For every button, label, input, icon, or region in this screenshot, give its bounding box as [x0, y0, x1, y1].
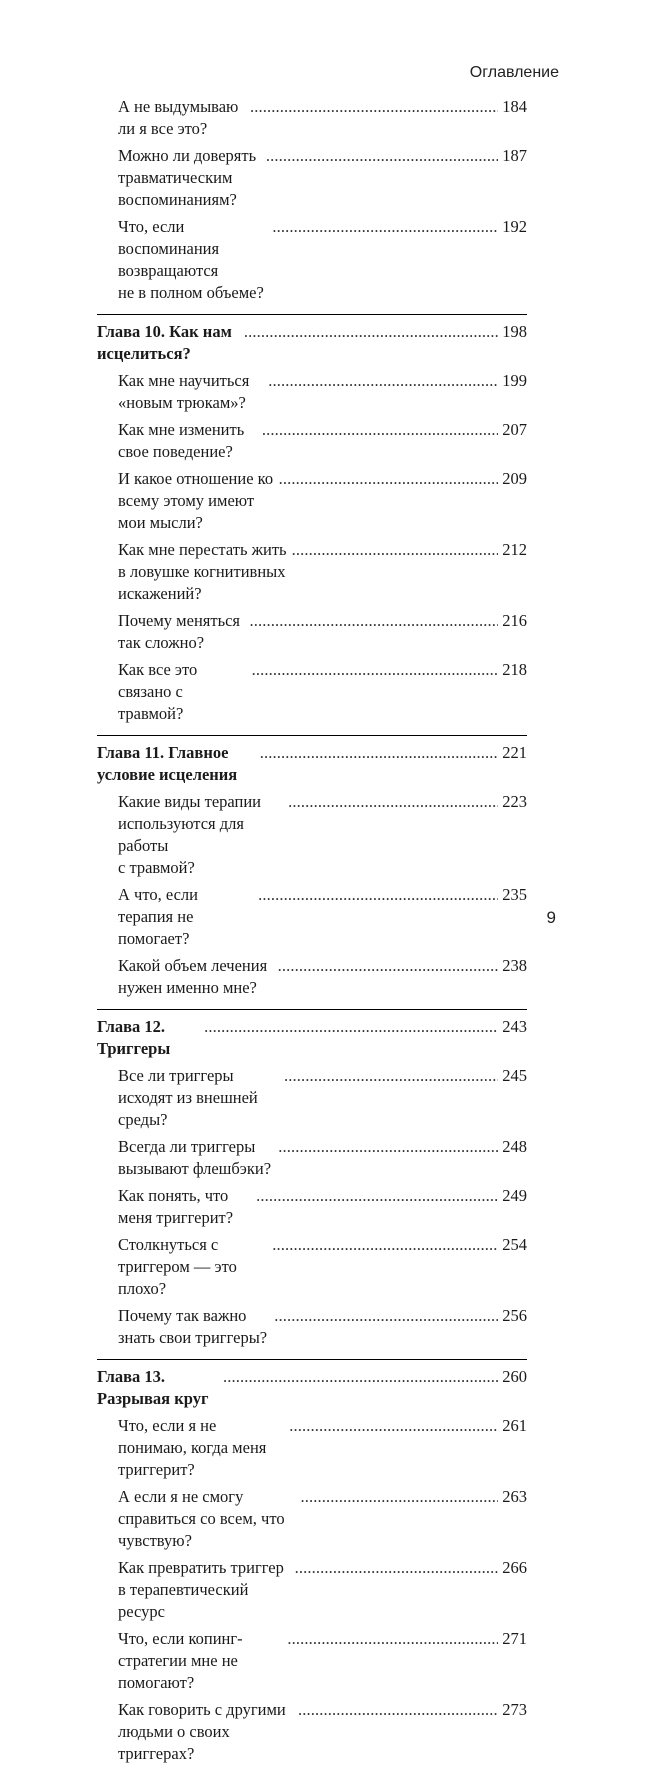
toc-entry-title: Всегда ли триггеры вызывают флешбэки?: [118, 1137, 272, 1178]
toc-entry[interactable]: [97, 1185, 527, 1229]
dot-leader: [301, 1486, 499, 1508]
toc-entry[interactable]: [97, 539, 527, 605]
toc-entry-page: 261: [502, 1416, 527, 1435]
toc-entry[interactable]: [97, 955, 527, 999]
dot-leader: [289, 1415, 498, 1437]
toc-entry-title: Как говорить с другими людьми о своих триггерах?: [118, 1700, 286, 1763]
toc-entry-page: 254: [502, 1235, 527, 1254]
page-number: 9: [546, 908, 556, 927]
dot-leader: [272, 216, 498, 238]
toc-entry-page: 192: [502, 217, 527, 236]
toc-entry-page: 263: [502, 1487, 527, 1506]
toc-entry-page: 209: [502, 469, 527, 488]
toc-entry-page: 184: [502, 97, 527, 116]
toc-entry-title: Почему меняться так сложно?: [118, 611, 241, 652]
dot-leader: [204, 1016, 498, 1038]
toc-entry[interactable]: [97, 1699, 527, 1765]
toc-entry-title: Столкнуться с триггером — это плохо?: [118, 1235, 237, 1298]
dot-leader: [295, 1557, 499, 1579]
table-of-contents: [97, 96, 527, 1770]
toc-entry-page: 198: [502, 322, 527, 341]
dot-leader: [260, 742, 499, 764]
chapter-divider: [97, 314, 527, 315]
toc-entry-title: Глава 13. Разрывая круг: [97, 1367, 209, 1408]
dot-leader: [223, 1366, 498, 1388]
toc-entry-page: 260: [502, 1367, 527, 1386]
toc-entry[interactable]: [97, 145, 527, 211]
toc-entry-page: 266: [502, 1558, 527, 1577]
toc-entry-title: Почему так важно знать свои триггеры?: [118, 1306, 268, 1347]
toc-entry[interactable]: [97, 1415, 527, 1481]
toc-entry-page: 199: [502, 371, 527, 390]
toc-entry-page: 249: [502, 1186, 527, 1205]
toc-entry[interactable]: [97, 1234, 527, 1300]
dot-leader: [292, 539, 499, 561]
toc-entry[interactable]: [97, 1065, 527, 1131]
toc-entry-title: Можно ли доверять травматическим воспоминаниям?: [118, 146, 257, 209]
toc-entry[interactable]: [97, 659, 527, 725]
dot-leader: [256, 1185, 498, 1207]
toc-entry-page: 212: [502, 540, 527, 559]
dot-leader: [252, 659, 499, 681]
chapter-divider: [97, 735, 527, 736]
toc-entry-title: Что, если воспоминания возвращаются не в полном объеме?: [118, 217, 264, 302]
toc-entry-page: 216: [502, 611, 527, 630]
chapter-divider: [97, 1009, 527, 1010]
chapter-divider: [97, 1359, 527, 1360]
toc-entry-title: Что, если я не понимаю, когда меня триггерит?: [118, 1416, 267, 1479]
toc-entry-page: 235: [502, 885, 527, 904]
toc-entry-page: 221: [502, 743, 527, 762]
toc-entry[interactable]: [97, 96, 527, 140]
toc-entry-title: Как мне перестать жить в ловушке когнитивных искажений?: [118, 540, 287, 603]
toc-entry[interactable]: [97, 370, 527, 414]
toc-entry-title: Глава 10. Как нам исцелиться?: [97, 322, 232, 363]
dot-leader: [287, 1628, 498, 1650]
toc-entry-title: И какое отношение ко всему этому имеют мои мысли?: [118, 469, 274, 532]
toc-entry-title: Какой объем лечения нужен именно мне?: [118, 956, 268, 997]
dot-leader: [284, 1065, 498, 1087]
toc-chapter-entry[interactable]: [97, 1016, 527, 1060]
toc-entry-title: Что, если копинг-стратегии мне не помогают?: [118, 1629, 243, 1692]
toc-entry-page: 207: [502, 420, 527, 439]
toc-entry-page: 271: [502, 1629, 527, 1648]
toc-entry-page: 243: [502, 1017, 527, 1036]
toc-entry[interactable]: [97, 884, 527, 950]
toc-entry[interactable]: [97, 1486, 527, 1552]
dot-leader: [262, 419, 498, 441]
dot-leader: [288, 791, 498, 813]
toc-entry-title: Как превратить триггер в терапевтический ресурс: [118, 1558, 284, 1621]
toc-entry-title: А не выдумываю ли я все это?: [118, 97, 239, 138]
toc-entry-page: 218: [502, 660, 527, 679]
toc-entry[interactable]: [97, 1628, 527, 1694]
toc-entry-page: 245: [502, 1066, 527, 1085]
toc-entry-title: Все ли триггеры исходят из внешней среды?: [118, 1066, 258, 1129]
dot-leader: [249, 610, 498, 632]
toc-chapter-entry[interactable]: [97, 1366, 527, 1410]
running-header: Оглавление: [469, 64, 559, 81]
toc-entry[interactable]: [97, 468, 527, 534]
toc-entry-page: 238: [502, 956, 527, 975]
toc-entry-page: 187: [502, 146, 527, 165]
dot-leader: [258, 884, 498, 906]
dot-leader: [272, 1234, 498, 1256]
toc-entry-title: Глава 11. Главное условие исцеления: [97, 743, 238, 784]
toc-entry-title: Как все это связано с травмой?: [118, 660, 198, 723]
dot-leader: [274, 1305, 498, 1327]
toc-entry-title: Как мне изменить свое поведение?: [118, 420, 245, 461]
toc-entry-title: Как понять, что меня триггерит?: [118, 1186, 234, 1227]
toc-entry-title: А если я не смогу справиться со всем, что чувствую?: [118, 1487, 285, 1550]
toc-entry-page: 273: [502, 1700, 527, 1719]
dot-leader: [278, 955, 499, 977]
toc-entry[interactable]: [97, 419, 527, 463]
dot-leader: [266, 145, 498, 167]
dot-leader: [244, 321, 498, 343]
toc-entry[interactable]: [97, 1305, 527, 1349]
dot-leader: [268, 370, 498, 392]
toc-entry-page: 256: [502, 1306, 527, 1325]
toc-entry[interactable]: [97, 1557, 527, 1623]
toc-entry-page: 223: [502, 792, 527, 811]
toc-entry[interactable]: [97, 610, 527, 654]
toc-entry[interactable]: [97, 1136, 527, 1180]
dot-leader: [278, 1136, 498, 1158]
toc-entry[interactable]: [97, 791, 527, 879]
dot-leader: [279, 468, 499, 490]
toc-entry[interactable]: [97, 216, 527, 304]
toc-entry-title: Какие виды терапии используются для работы с травмой?: [118, 792, 262, 877]
toc-chapter-entry[interactable]: [97, 742, 527, 786]
dot-leader: [250, 96, 498, 118]
toc-entry-title: А что, если терапия не помогает?: [118, 885, 198, 948]
toc-chapter-entry[interactable]: [97, 321, 527, 365]
dot-leader: [298, 1699, 498, 1721]
toc-entry-title: Глава 12. Триггеры: [97, 1017, 171, 1058]
toc-entry-page: 248: [502, 1137, 527, 1156]
toc-entry-title: Как мне научиться «новым трюкам»?: [118, 371, 250, 412]
